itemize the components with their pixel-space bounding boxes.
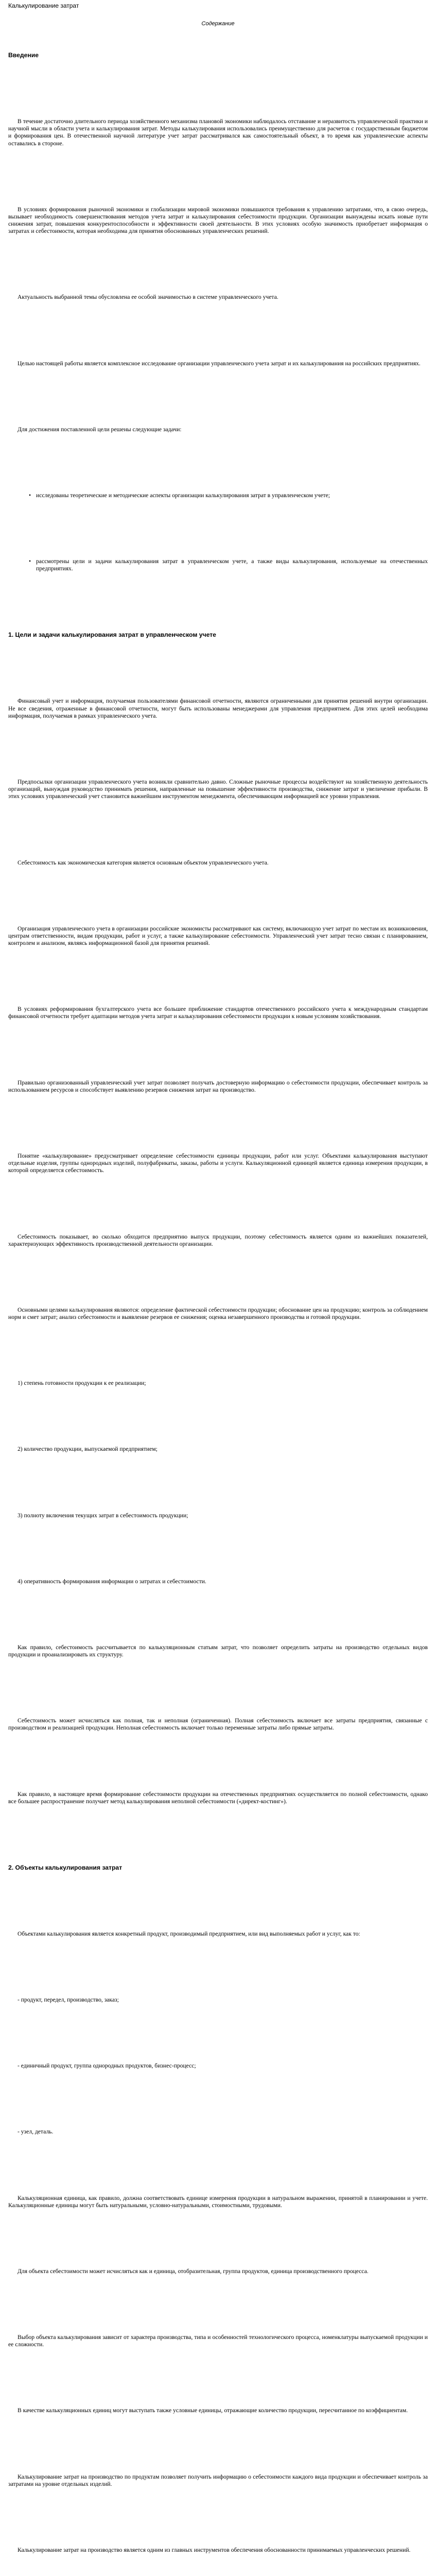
paragraph: - узел, деталь. bbox=[18, 2128, 54, 2136]
paragraph: Себестоимость может исчисляться как полная, так и неполная (ограниченная). Полная себестоимость включает все затраты предприятия, связанные с производством и реализацией продукции. Неполная себестоимость включает только переменные затраты либо прямые затраты. bbox=[8, 1717, 428, 1732]
paragraph: В течение достаточно длительного периода хозяйственного механизма плановой экономики наблюдалось отставание и неразвитость управленческой практики и научной мысли в области учета и калькулирования затрат. Методы калькулирования использовались преимущественно для расчетов с государственным бюджетом и формирования цен. В отечественной научной литературе учет затрат рассматривался как самостоятельный объект, в то время как управленческие аспекты оставались в стороне. bbox=[8, 117, 428, 147]
paragraph: Калькуляционная единица, как правило, должна соответствовать единице измерения продукции в натуральном выражении, принятой в планировании и учете. Калькуляционные единицы могут быть натуральными, условно-натуральными, стоимостными, трудовыми. bbox=[8, 2194, 428, 2209]
section-heading: 2. Объекты калькулирования затрат bbox=[8, 1863, 123, 1871]
paragraph: Себестоимость как экономическая категория является основным объектом управленческого учета. bbox=[18, 859, 269, 866]
paragraph: Для достижения поставленной цели решены следующие задачи: bbox=[18, 426, 182, 433]
paragraph: Выбор объекта калькулирования зависит от характера производства, типа и особенностей технологического процесса, номенклатуры выпускаемой продукции и ее сложности. bbox=[8, 2334, 428, 2348]
bullet-list-item bbox=[29, 558, 428, 572]
list-item-text: исследованы теоретические и методические аспекты организации калькулирования затрат в управленческом учете; bbox=[36, 492, 330, 499]
paragraph: 3) полноту включения текущих затрат в себестоимость продукции; bbox=[18, 1512, 188, 1519]
bullet-icon: • bbox=[29, 492, 31, 499]
paragraph: Себестоимость показывает, во сколько обходится предприятию выпуск продукции, поэтому себестоимость является одним из важнейших показателей, характеризующих эффективность производственной деятельности организации. bbox=[8, 1233, 428, 1247]
paragraph: В качестве калькуляционных единиц могут выступать также условные единицы, отражающие количество продукции, пересчитанное по коэффициентам. bbox=[18, 2407, 408, 2414]
paragraph: 4) оперативность формирования информации о затратах и себестоимости. bbox=[18, 1578, 206, 1585]
paragraph: 2) количество продукции, выпускаемой предприятием; bbox=[18, 1446, 158, 1453]
paragraph: - продукт, передел, производство, заказ; bbox=[18, 1996, 119, 2004]
paragraph: Как правило, себестоимость рассчитывается по калькуляционным статьям затрат, что позволяет определить затраты на производство отдельных видов продукции и проанализировать их структуру. bbox=[8, 1643, 428, 1658]
paragraph: Для объекта себестоимости может исчисляться как и единица, отобразительная, группа продуктов, единица производственного процесса. bbox=[18, 2267, 369, 2275]
paragraph: Предпосылки организации управленческого учета возникли сравнительно давно. Сложные рыночные процессы воздействуют на хозяйственную деятельность организаций, вынуждая руководство принимать решения, направленные на повышение эффективности производства, снижение затрат и увеличение прибыли. В этих условиях управленческий учет становится важнейшим инструментом менеджмента, обеспечивающим информацией все уровни управления. bbox=[8, 778, 428, 800]
document-title: Калькулирование затрат bbox=[8, 2, 79, 9]
paragraph: Целью настоящей работы является комплексное исследование организации управленческого учета затрат и их калькулирования на российских предприятиях. bbox=[18, 360, 421, 367]
document-body bbox=[8, 52, 428, 2576]
paragraph: Понятие «калькулирование» предусматривает определение себестоимости единицы продукции, работ или услуг. Объектами калькулирования выступают отдельные изделия, группы однородных изделий, полуфабрикаты, заказы, работы и услуги. Калькуляционной единицей является единица измерения продукции, в которой определяется себестоимость. bbox=[8, 1152, 428, 1174]
paragraph: Объектами калькулирования является конкретный продукт, производимый предприятием, или вид выполняемых работ и услуг, как то: bbox=[18, 1930, 360, 1937]
paragraph: Калькулирование затрат на производство является одним из главных инструментов обеспечения обоснованности принимаемых управленческих решений. bbox=[18, 2546, 411, 2553]
paragraph: Актуальность выбранной темы обусловлена ее особой значимостью в системе управленческого учета. bbox=[18, 294, 278, 301]
paragraph: Организация управленческого учета в организации российские экономисты рассматривают как систему, включающую учет затрат по местам их возникновения, центрам ответственности, видам продукции, работ и услуг, а также калькулирование себестоимости. Управленческий учет затрат тесно связан с планированием, контролем и анализом, являясь информационной базой для принятия решений. bbox=[8, 925, 428, 947]
paragraph: В условиях реформирования бухгалтерского учета все большее приближение стандартов отечественного российского учета к международным стандартам финансовой отчетности требует адаптации методов учета затрат и калькулирования себестоимости продукции к новым условиям хозяйствования. bbox=[8, 1006, 428, 1020]
paragraph: Финансовый учет и информация, получаемая пользователями финансовой отчетности, являются ограниченными для принятия решений внутри организации. Не все сведения, отраженные в финансовой отчетности, могут быть использованы менеджерами для управления предприятием. Для этих целей необходима информация, получаемая в рамках управленческого учета. bbox=[8, 698, 428, 719]
paragraph: Основными целями калькулирования являются: определение фактической себестоимости продукции; обоснование цен на продукцию; контроль за соблюдением норм и смет затрат; анализ себестоимости и выявление резервов ее снижения; оценка незавершенного производства и готовой продукции. bbox=[8, 1306, 428, 1321]
bullet-icon: • bbox=[29, 558, 31, 565]
bullet-list-item bbox=[29, 492, 428, 499]
paragraph: Как правило, в настоящее время формирование себестоимости продукции на отечественных предприятиях осуществляется по полной себестоимости, однако все большее распространение получает метод калькулирования неполной себестоимости («директ-костинг»). bbox=[8, 1790, 428, 1805]
paragraph: В условиях формирования рыночной экономики и глобализации мировой экономики повышаются требования к управлению затратами, что, в свою очередь, вызывает необходимость совершенствования методов учета затрат и калькулирования себестоимости продукции. Организации вынуждены искать новые пути снижения затрат, повышения конкурентоспособности и эффективности своей деятельности. В этих условиях особую значимость приобретает информация о затратах и себестоимости, которая необходима для принятия обоснованных управленческих решений. bbox=[8, 206, 428, 235]
paragraph: 1) степень готовности продукции к ее реализации; bbox=[18, 1380, 146, 1387]
paragraph: - единичный продукт, группа однородных продуктов, бизнес-процесс; bbox=[18, 2062, 196, 2070]
list-item-text: рассмотрены цели и задачи калькулирования затрат в управленческом учете, а также виды калькулирования, используемые на отечественных предприятиях. bbox=[36, 558, 428, 572]
paragraph: Правильно организованный управленческий учет затрат позволяет получать достоверную информацию о себестоимости продукции, обеспечивает контроль за использованием ресурсов и способствует выявлению резервов снижения затрат на производство. bbox=[8, 1079, 428, 1093]
section-heading: 1. Цели и задачи калькулирования затрат в управленческом учете bbox=[8, 631, 216, 639]
paragraph: Калькулирование затрат на производство по продуктам позволяет получить информацию о себестоимости каждого вида продукции и обеспечивает контроль за затратами на уровне отдельных изделий. bbox=[8, 2473, 428, 2487]
table-of-contents-title: Содержание bbox=[201, 21, 235, 27]
section-heading: Введение bbox=[8, 52, 39, 59]
